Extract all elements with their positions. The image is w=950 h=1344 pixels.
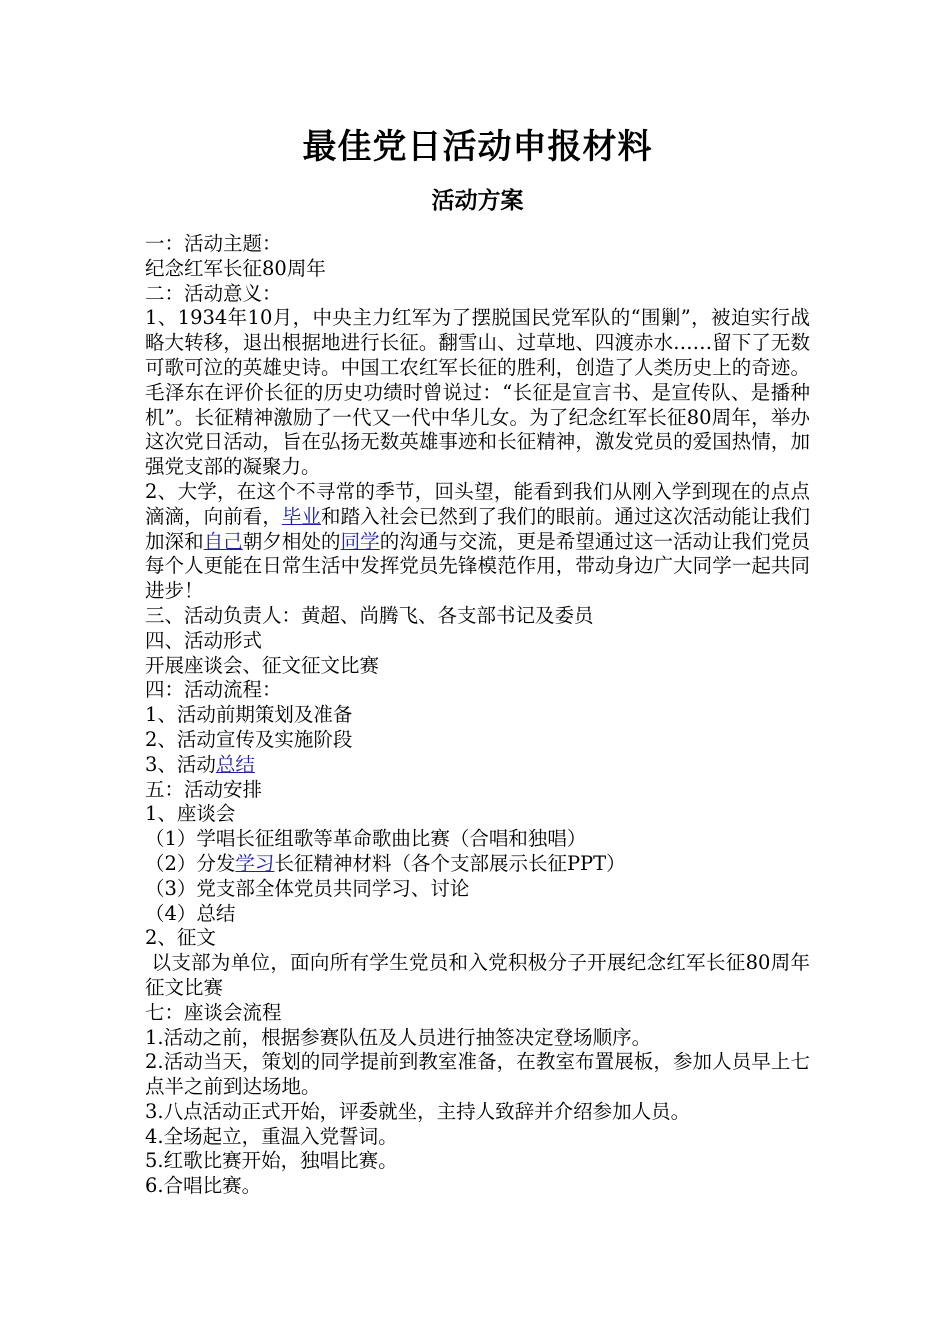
link-self[interactable]: 自己 — [203, 529, 243, 553]
meaning-paragraph-2 — [145, 480, 810, 604]
form-text: 开展座谈会、征文征文比赛 — [145, 653, 380, 677]
arrangement-subitem-3: （3）党支部全体党员共同学习、讨论 — [145, 876, 470, 900]
paragraph-text: 朝夕相处的 — [242, 529, 341, 553]
flow-item-3-text: 3、活动 — [145, 752, 216, 776]
arrangement-subitem-2 — [145, 852, 810, 877]
link-summary[interactable]: 总结 — [215, 752, 255, 776]
meaning-paragraph-1: 1、1934年10月，中央主力红军为了摆脱国民党军队的“围剿”，被迫实行战略大转移，退出根据地进行长征。翻雪山、过草地、四渡赤水……留下了无数可歌可泣的英雄史诗。中国工农红军长征的胜利，创造了人类历史上的奇迹。毛泽东在评价长征的历史功绩时曾说过：“长征是宣言书、是宣传队、是播种机”。长征精神激励了一代又一代中华儿女。为了纪念红军长征80周年，举办这次党日活动，旨在弘扬无数英雄事迹和长征精神，激发党员的爱国热情，加强党支部的凝聚力。 — [145, 306, 810, 479]
arrangement-subitem-4: （4）总结 — [145, 901, 236, 925]
procedure-step-1: 1.活动之前，根据参赛队伍及人员进行抽签决定登场顺序。 — [145, 1025, 652, 1049]
subitem-text: 长征精神材料（各个支部展示长征PPT） — [274, 851, 626, 875]
procedure-step-5: 5.红歌比赛开始，独唱比赛。 — [145, 1149, 398, 1173]
link-classmates[interactable]: 同学 — [340, 529, 380, 553]
document-title: 最佳党日活动申报材料 — [302, 127, 653, 167]
flow-item-2: 2、活动宣传及实施阶段 — [145, 727, 353, 751]
link-graduation[interactable]: 毕业 — [281, 504, 322, 528]
theme-text: 纪念红军长征80周年 — [145, 256, 326, 280]
leader-line: 三、活动负责人：黄超、尚腾飞、各支部书记及委员 — [145, 603, 594, 627]
form-heading: 四、活动形式 — [145, 628, 263, 652]
procedure-step-3: 3.八点活动正式开始，评委就坐，主持人致辞并介绍参加人员。 — [145, 1099, 691, 1123]
arrangement-subitem-1: （1）学唱长征组歌等革命歌曲比赛（合唱和独唱） — [145, 827, 587, 851]
arrangement-item-2: 2、征文 — [145, 926, 216, 950]
subitem-text: （2）分发 — [145, 851, 236, 875]
paragraph-text: 和踏入社会已然到了我们的眼前。通过这次活动能让我们加深和 — [145, 504, 810, 553]
arrangement-item-1: 1、座谈会 — [145, 802, 236, 826]
arrangement-heading: 五：活动安排 — [145, 777, 263, 801]
paragraph-text: 2、大学，在这个不寻常的季节，回头望，能看到我们从刚入学到现在的点点滴滴，向前看， — [145, 479, 810, 528]
paragraph-text: 的沟通与交流，更是希望通过这一活动让我们党员每个人更能在日常生活中发挥党员先锋模范作用，带动身边广大同学一起共同进步！ — [145, 529, 810, 603]
flow-item-1: 1、活动前期策划及准备 — [145, 703, 353, 727]
flow-item-3 — [145, 753, 810, 778]
meaning-heading: 二：活动意义： — [145, 281, 282, 305]
procedure-heading: 七：座谈会流程 — [145, 1000, 282, 1024]
theme-heading: 一：活动主题： — [145, 232, 282, 255]
link-study[interactable]: 学习 — [235, 851, 275, 875]
document-page — [145, 122, 810, 1199]
procedure-step-6: 6.合唱比赛。 — [145, 1174, 262, 1198]
flow-heading: 四：活动流程： — [145, 678, 282, 702]
section-subtitle: 活动方案 — [431, 187, 524, 214]
essay-paragraph: 以支部为单位，面向所有学生党员和入党积极分子开展纪念红军长征80周年征文比赛 — [145, 951, 810, 999]
procedure-step-2: 2.活动当天，策划的同学提前到教室准备，在教室布置展板，参加人员早上七点半之前到达场地。 — [145, 1050, 810, 1099]
procedure-step-4: 4.全场起立，重温入党誓词。 — [145, 1124, 398, 1148]
